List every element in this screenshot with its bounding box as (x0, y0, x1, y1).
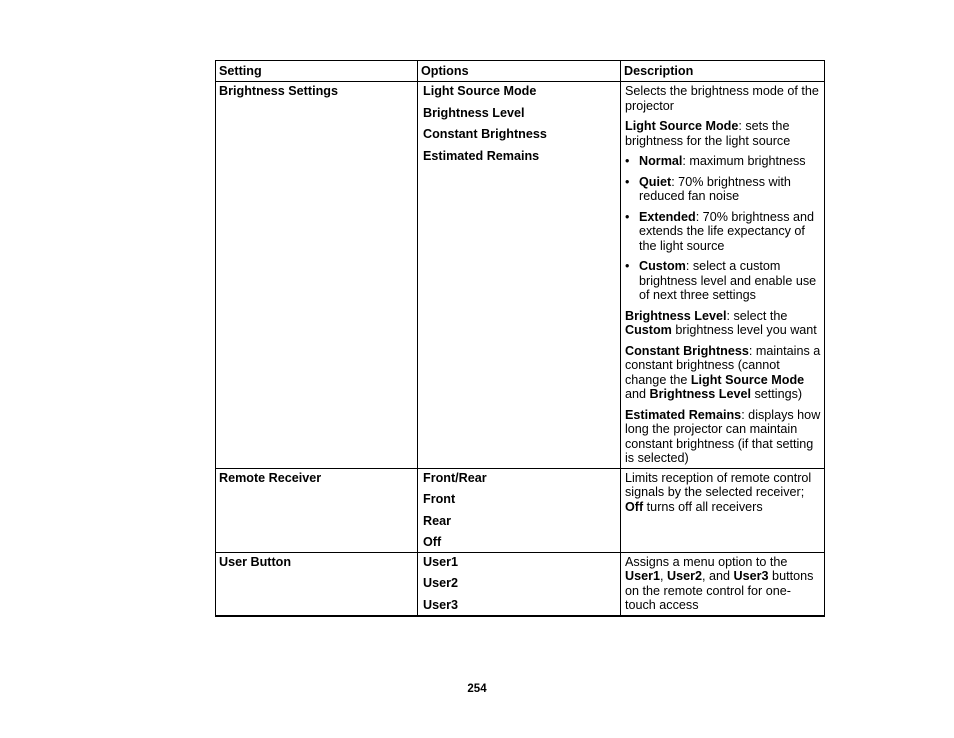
column-header-options: Options (418, 61, 621, 82)
description-cell (621, 552, 825, 616)
option-item: Front (423, 492, 456, 506)
option-item: Light Source Mode (423, 84, 537, 98)
description-paragraph: Selects the brightness mode of the projector (625, 84, 819, 113)
option-item: User1 (423, 554, 459, 569)
column-header-setting: Setting (216, 61, 418, 82)
description-paragraph: Constant Brightness: maintains a constant brightness (cannot change the Light Source Mode and Brightness Level settings) (625, 343, 821, 401)
option-item: Estimated Remains (423, 148, 540, 163)
bullet-icon: • (625, 209, 630, 224)
option-item: Front/Rear (423, 470, 487, 485)
description-paragraph: Assigns a menu option to the User1, User2, and User3 buttons on the remote control for one-touch access (625, 554, 814, 612)
settings-table (215, 60, 825, 617)
option-item: User2 (423, 576, 459, 590)
description-paragraph: Limits reception of remote control signals by the selected receiver; Off turns off all receivers (625, 470, 812, 514)
option-item: Off (423, 535, 442, 549)
description-cell (621, 82, 825, 469)
options-cell (418, 552, 621, 616)
option-item: User3 (423, 597, 459, 612)
bullet-icon: • (625, 154, 630, 168)
setting-cell: User Button (216, 552, 418, 616)
table-row (216, 468, 825, 552)
option-item: Constant Brightness (423, 127, 547, 141)
description-paragraph: Estimated Remains: displays how long the projector can maintain constant brightness (if that setting is selected) (625, 407, 821, 465)
page-number: 254 (467, 683, 487, 695)
option-item: Rear (423, 513, 452, 528)
description-cell (621, 468, 825, 552)
table-row (216, 552, 825, 616)
setting-cell: Brightness Settings (216, 82, 418, 469)
column-header-description: Description (621, 61, 825, 82)
description-paragraph: Brightness Level: select the Custom brightness level you want (625, 308, 817, 337)
table-row (216, 82, 825, 469)
options-cell (418, 468, 621, 552)
bullet-item: • Quiet: 70% brightness with reduced fan noise (625, 174, 791, 203)
setting-cell: Remote Receiver (216, 468, 418, 552)
bullet-icon: • (625, 174, 630, 189)
option-item: Brightness Level (423, 105, 525, 120)
bullet-icon: • (625, 259, 630, 273)
description-paragraph: Light Source Mode: sets the brightness for the light source (625, 119, 791, 148)
bullet-item: • Extended: 70% brightness and extends the life expectancy of the light source (625, 209, 815, 253)
options-cell (418, 82, 621, 469)
bullet-item: • Custom: select a custom brightness level and enable use of next three settings (625, 259, 817, 302)
table-header-row (216, 61, 825, 82)
bullet-item: • Normal: maximum brightness (625, 154, 806, 168)
